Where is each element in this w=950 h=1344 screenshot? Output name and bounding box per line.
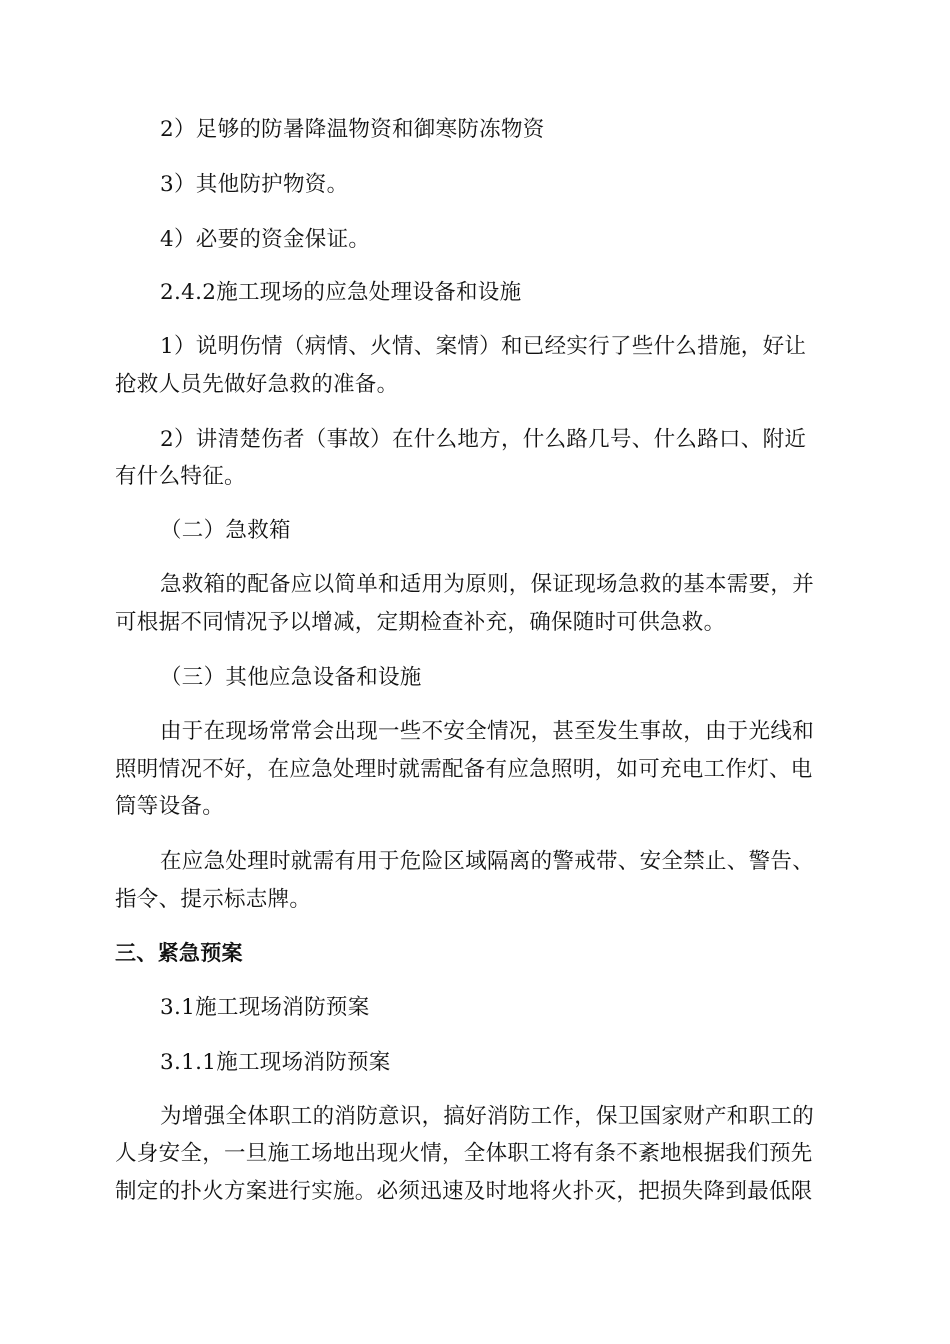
paragraph-fire-plan-line3: 制定的扑火方案进行实施。必须迅速及时地将火扑灭，把损失降到最低限 <box>115 1179 813 1204</box>
section-heading-first-aid-kit: （二）急救箱 <box>160 518 291 543</box>
section-heading-other-equipment: （三）其他应急设备和设施 <box>160 665 422 690</box>
paragraph-describe-injury-line2: 抢救人员先做好急救的准备。 <box>115 372 399 397</box>
section-heading-2-4-2: 2.4.2施工现场的应急处理设备和设施 <box>160 280 522 305</box>
section-heading-3-1-1: 3.1.1施工现场消防预案 <box>160 1050 391 1075</box>
section-heading-3-1: 3.1施工现场消防预案 <box>160 995 370 1020</box>
paragraph-signage-line1: 在应急处理时就需有用于危险区域隔离的警戒带、安全禁止、警告、 <box>160 849 815 874</box>
paragraph-fire-plan-line1: 为增强全体职工的消防意识，搞好消防工作，保卫国家财产和职工的 <box>160 1104 815 1129</box>
paragraph-describe-injury-line1: 1）说明伤情（病情、火情、案情）和已经实行了些什么措施，好让 <box>160 334 807 359</box>
chapter-heading-emergency-plan: 三、紧急预案 <box>115 941 243 965</box>
paragraph-lighting-line2: 照明情况不好，在应急处理时就需配备有应急照明，如可充电工作灯、电 <box>115 757 813 782</box>
paragraph-supplies-other: 3）其他防护物资。 <box>160 172 349 197</box>
paragraph-lighting-line1: 由于在现场常常会出现一些不安全情况，甚至发生事故，由于光线和 <box>160 719 815 744</box>
paragraph-lighting-line3: 筒等设备。 <box>115 794 225 819</box>
paragraph-supplies-cooling: 2）足够的防暑降温物资和御寒防冻物资 <box>160 117 545 142</box>
paragraph-location-line1: 2）讲清楚伤者（事故）在什么地方，什么路几号、什么路口、附近 <box>160 427 807 452</box>
paragraph-first-aid-kit-line1: 急救箱的配备应以简单和适用为原则，保证现场急救的基本需要，并 <box>160 572 815 597</box>
paragraph-fire-plan-line2: 人身安全，一旦施工场地出现火情，全体职工将有条不紊地根据我们预先 <box>115 1141 813 1166</box>
paragraph-funding: 4）必要的资金保证。 <box>160 227 371 252</box>
paragraph-signage-line2: 指令、提示标志牌。 <box>115 887 312 912</box>
paragraph-location-line2: 有什么特征。 <box>115 464 246 489</box>
paragraph-first-aid-kit-line2: 可根据不同情况予以增减，定期检查补充，确保随时可供急救。 <box>115 610 726 635</box>
